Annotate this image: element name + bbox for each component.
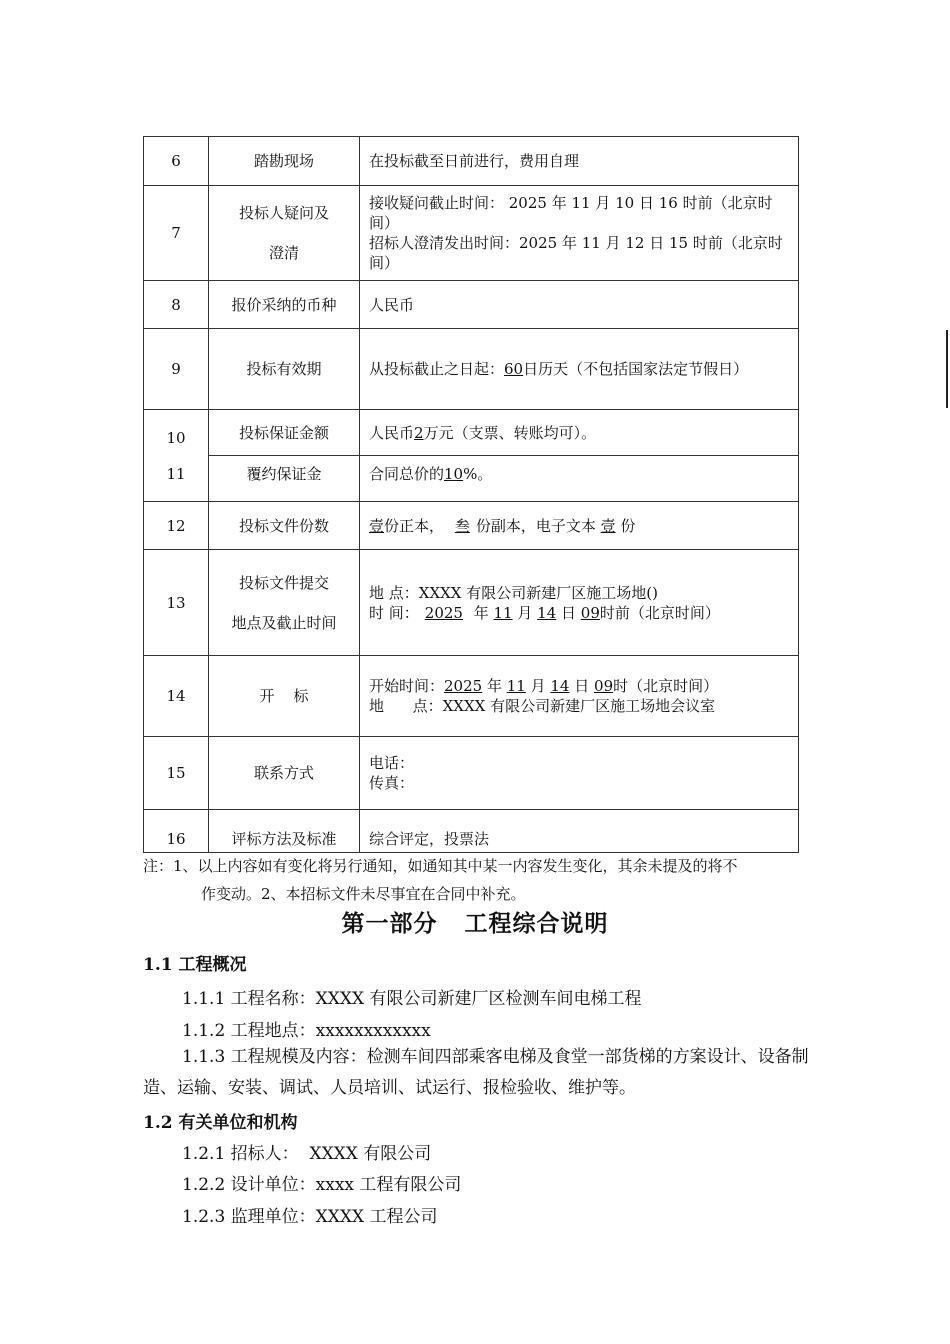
filled-value: 60 <box>504 360 524 378</box>
part-title: 第一部分 工程综合说明 <box>341 910 609 937</box>
content-text: 时 间： <box>369 603 419 622</box>
filled-value: 2025 <box>444 677 483 695</box>
filled-value: 14 <box>537 603 557 622</box>
filled-value: 10 <box>444 465 464 483</box>
row-number: 12 <box>144 502 209 550</box>
content-text: 月 <box>525 677 551 695</box>
content-line: 接收疑问截止时间： 2025 年 11 月 10 日 16 时前（北京时间） <box>369 194 773 232</box>
table-row <box>144 137 799 186</box>
filled-value: 14 <box>550 677 570 695</box>
row-content <box>360 656 799 737</box>
filled-value: 11 <box>493 603 513 622</box>
row-number: 7 <box>144 186 209 281</box>
row-number: 14 <box>144 656 209 737</box>
content-text: 年 <box>468 603 494 622</box>
table-row <box>144 810 799 853</box>
table-row <box>144 186 799 281</box>
paragraph: 1.2.1 招标人： XXXX 有限公司 <box>182 1144 432 1164</box>
row-item: 投标有效期 <box>209 329 360 410</box>
row-content <box>360 410 799 456</box>
content-line: 地 点：XXXX 有限公司新建厂区施工场地会议室 <box>369 697 716 715</box>
row-item: 覆约保证金 <box>209 456 360 502</box>
content-text: 份 <box>620 516 636 535</box>
row-content <box>360 737 799 810</box>
content-text: 万元（支票、转账均可）。 <box>423 423 597 442</box>
filled-value: 2 <box>414 423 424 442</box>
row-number-line: 11 <box>166 464 186 483</box>
table-row <box>144 550 799 656</box>
section-heading: 1.2 有关单位和机构 <box>143 1113 298 1133</box>
table-row <box>144 502 799 550</box>
filled-value: 09 <box>594 677 614 695</box>
row-content <box>360 186 799 281</box>
table-row <box>144 456 799 502</box>
filled-value: 11 <box>506 677 526 695</box>
row-item-line: 投标人疑问及 <box>238 204 329 222</box>
filled-value: 壹 <box>369 516 385 535</box>
row-content: 人民币 <box>360 281 799 329</box>
page-edge-mark <box>946 330 948 408</box>
content-text: 合同总价的 <box>369 465 445 483</box>
content-text: 人民币 <box>369 423 415 442</box>
table-row <box>144 410 799 456</box>
row-number: 6 <box>144 137 209 186</box>
content-line: 传真： <box>369 774 415 792</box>
filled-value: 09 <box>580 603 600 622</box>
content-text: 日历天（不包括国家法定节假日） <box>523 360 749 378</box>
content-line: 招标人澄清发出时间：2025 年 11 月 12 日 15 时前（北京时间） <box>369 234 783 272</box>
row-number: 15 <box>144 737 209 810</box>
row-content <box>360 502 799 550</box>
content-line: 电话： <box>369 754 415 772</box>
row-number: 8 <box>144 281 209 329</box>
content-text: 日 <box>556 603 581 622</box>
content-text: 时前（北京时间） <box>599 603 720 622</box>
row-number-line: 10 <box>166 428 186 447</box>
row-item: 投标保证金额 <box>209 410 360 456</box>
filled-value: 2025 <box>424 603 463 622</box>
content-line <box>369 676 790 696</box>
content-text: %。 <box>463 465 493 483</box>
content-text: 时（北京时间） <box>613 677 719 695</box>
content-text: 从投标截止之日起： <box>369 360 505 378</box>
note-line: 注：1、以上内容如有变化将另行通知，如通知其中某一内容发生变化，其余未提及的将不 <box>143 857 738 875</box>
row-content: 在投标截至日前进行，费用自理 <box>360 137 799 186</box>
content-text: 份正本， <box>384 516 445 535</box>
filled-value: 壹 <box>600 516 616 535</box>
section-heading: 1.1 工程概况 <box>143 955 247 975</box>
content-text: 份副本，电子文本 <box>475 516 596 535</box>
tender-info-table <box>143 136 799 853</box>
row-item: 投标文件份数 <box>209 502 360 550</box>
table-row <box>144 656 799 737</box>
row-item: 联系方式 <box>209 737 360 810</box>
content-text: 日 <box>569 677 595 695</box>
row-item-line: 地点及截止时间 <box>231 613 337 632</box>
row-item-line: 投标文件提交 <box>238 573 329 592</box>
row-number <box>144 410 209 502</box>
paragraph: 1.2.2 设计单位：xxxx 工程有限公司 <box>182 1175 462 1195</box>
content-text: 年 <box>482 677 507 695</box>
paragraph: 1.2.3 监理单位：XXXX 工程公司 <box>182 1207 438 1227</box>
row-item-line: 澄清 <box>268 244 299 262</box>
content-text: 开始时间： <box>369 677 445 695</box>
row-item: 开 标 <box>209 656 360 737</box>
table-row <box>144 737 799 810</box>
paragraph: 1.1.1 工程名称：XXXX 有限公司新建厂区检测车间电梯工程 <box>182 989 642 1009</box>
row-number: 13 <box>144 550 209 656</box>
row-content <box>360 550 799 656</box>
row-item <box>209 550 360 656</box>
paragraph: 1.1.2 工程地点：xxxxxxxxxxxx <box>182 1021 431 1041</box>
row-item: 评标方法及标准 <box>209 810 360 853</box>
table-row <box>144 329 799 410</box>
row-item: 报价采纳的币种 <box>209 281 360 329</box>
table-note <box>143 852 813 908</box>
row-number: 9 <box>144 329 209 410</box>
content-line: 地 点：XXXX 有限公司新建厂区施工场地() <box>369 583 658 602</box>
row-content: 综合评定，投票法 <box>360 810 799 853</box>
row-item: 踏勘现场 <box>209 137 360 186</box>
content-line <box>369 603 790 623</box>
note-line: 作变动。2、本招标文件未尽事宜在合同中补充。 <box>201 885 526 903</box>
paragraph: 1.1.3 工程规模及内容：检测车间四部乘客电梯及食堂一部货梯的方案设计、设备制造、运输、安装、调试、人员培训、试运行、报检验收、维护等。 <box>143 1047 809 1098</box>
row-content <box>360 456 799 502</box>
table-row <box>144 281 799 329</box>
row-content <box>360 329 799 410</box>
filled-value: 叁 <box>454 516 470 535</box>
content-text: 月 <box>512 603 538 622</box>
row-item <box>209 186 360 281</box>
row-number: 16 <box>144 810 209 853</box>
